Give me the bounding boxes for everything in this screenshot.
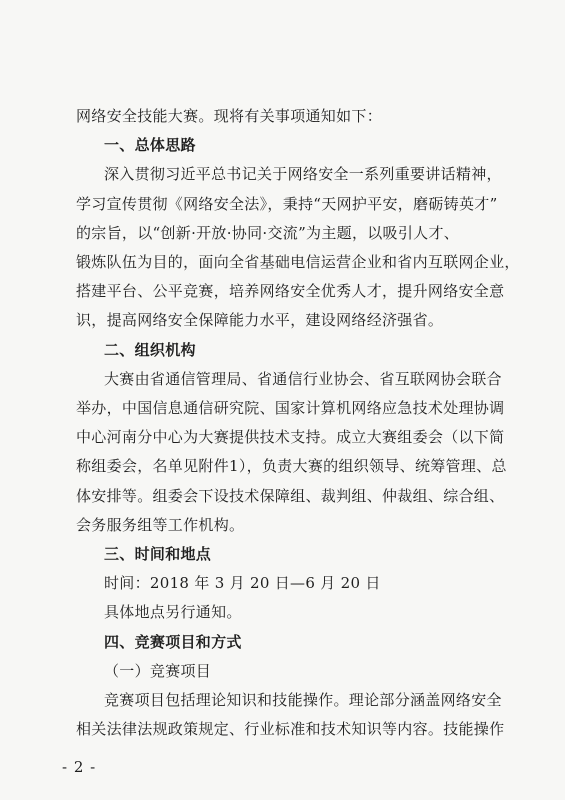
text-line: 的宗旨，以“创新·开放·协同·交流”为主题，以吸引人才、	[76, 223, 460, 242]
text-line: 深入贯彻习近平总书记关于网络安全一系列重要讲话精神，	[104, 165, 502, 184]
text-line: 识，提高网络安全保障能力水平，建设网络经济强省。	[76, 311, 444, 330]
text-line: 具体地点另行通知。	[104, 603, 242, 622]
subsection-heading: （一）竞赛项目	[104, 661, 212, 680]
text-line: 大赛由省通信管理局、省通信行业协会、省互联网协会联合	[104, 369, 502, 388]
text-line: 举办，中国信息通信研究院、国家计算机网络应急技术处理协调	[76, 399, 505, 417]
text-line: 中心河南分中心为大赛提供技术支持。成立大赛组委会（以下简	[76, 428, 505, 447]
text-line: 会务服务组等工作机构。	[76, 515, 245, 534]
section-heading-3: 三、时间和地点	[104, 545, 212, 563]
section-heading-4: 四、竞赛项目和方式	[104, 632, 242, 651]
text-line: 相关法律法规政策规定、行业标准和技术知识等内容。技能操作	[76, 720, 505, 739]
text-line: 锻炼队伍为目的，面向全省基础电信运营企业和省内互联网企业，	[76, 253, 520, 271]
text-line: 网络安全技能大赛。现将有关事项通知如下：	[76, 107, 383, 125]
text-line: 时间：2018 年 3 月 20 日—6 月 20 日	[104, 574, 381, 593]
text-line: 体安排等。组委会下设技术保障组、裁判组、仲裁组、综合组、	[76, 486, 505, 505]
page-number: - 2 -	[62, 758, 97, 777]
section-heading-2: 二、组织机构	[104, 340, 196, 359]
text-line: 称组委会，名单见附件1），负责大赛的组织领导、统筹管理、总	[76, 457, 507, 476]
text-line: 搭建平台、公平竞赛，培养网络安全优秀人才，提升网络安全意	[76, 282, 505, 301]
section-heading-1: 一、总体思路	[104, 136, 196, 155]
text-line: 竞赛项目包括理论知识和技能操作。理论部分涵盖网络安全	[104, 691, 502, 709]
text-line: 学习宣传贯彻《网络安全法》，秉持“天网护平安，磨砺铸英才”	[76, 194, 498, 213]
